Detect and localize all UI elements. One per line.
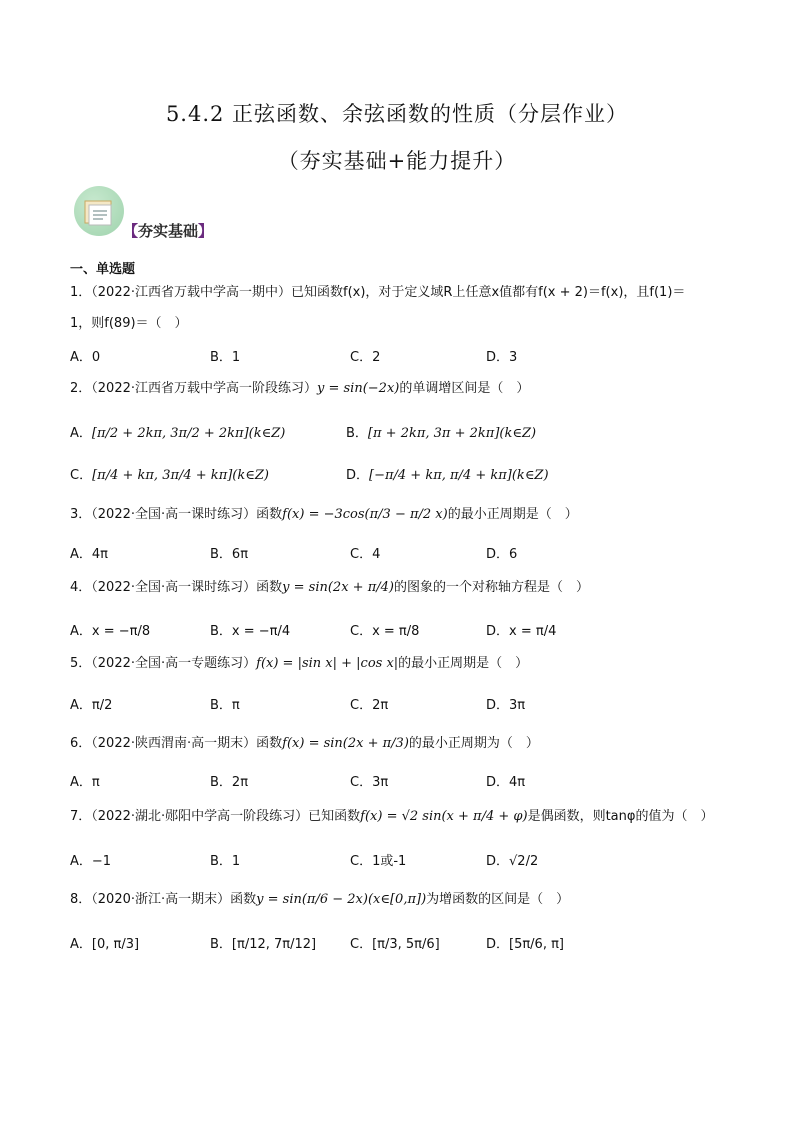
option-d[interactable]: D．6 — [486, 547, 518, 562]
option-c[interactable]: C．[π/4 + kπ, 3π/4 + kπ](k∈Z) — [70, 468, 269, 483]
formula: y = sin(π/6 − 2x)(x∈[0,π]) — [256, 892, 427, 907]
option-d[interactable]: D．4π — [486, 775, 526, 790]
option-c[interactable]: C．2 — [350, 350, 381, 365]
section-label: 【夯实基础】 — [123, 222, 214, 240]
option-b[interactable]: B．π — [210, 698, 240, 713]
option-a[interactable]: A．π — [70, 775, 100, 790]
option-a[interactable]: A．x = −π/8 — [70, 624, 151, 639]
question-6: 6．（2022·陕西渭南·高一期末）函数f(x) = sin(2x + π/3)的最小正周期为（ ） — [70, 736, 539, 751]
option-b[interactable]: B．2π — [210, 775, 249, 790]
formula: y = sin(−2x) — [317, 381, 400, 396]
question-7: 7．（2022·湖北·郧阳中学高一阶段练习）已知函数f(x) = √2 sin(x + π/4 + φ)是偶函数，则tanφ的值为（ ） — [70, 809, 714, 824]
option-b[interactable]: B．1 — [210, 350, 241, 365]
option-c[interactable]: C．2π — [350, 698, 389, 713]
option-a[interactable]: A．−1 — [70, 854, 112, 869]
option-b[interactable]: B．x = −π/4 — [210, 624, 291, 639]
option-d[interactable]: D．[−π/4 + kπ, π/4 + kπ](k∈Z) — [346, 468, 549, 483]
section-heading: 一、单选题 — [70, 262, 136, 277]
question-1: 1．（2022·江西省万载中学高一期中）已知函数f(x)，对于定义域R上任意x值都有f(x + 2)＝f(x)，且f(1)＝ — [70, 285, 686, 300]
option-c[interactable]: C．x = π/8 — [350, 624, 420, 639]
option-d[interactable]: D．[5π/6, π] — [486, 937, 564, 952]
question-1-cont: 1，则f(89)＝（ ） — [70, 316, 188, 331]
option-a[interactable]: A．[0, π/3] — [70, 937, 140, 952]
option-c[interactable]: C．3π — [350, 775, 389, 790]
option-c[interactable]: C．[π/3, 5π/6] — [350, 937, 440, 952]
option-a[interactable]: A．4π — [70, 547, 108, 562]
question-3: 3．（2022·全国·高一课时练习）函数f(x) = −3cos(π/3 − π/2 x)的最小正周期是（ ） — [70, 507, 578, 522]
doc-subtitle: （夯实基础+能力提升） — [277, 149, 517, 173]
doc-title: 5.4.2 正弦函数、余弦函数的性质（分层作业） — [165, 102, 629, 126]
formula: y = sin(2x + π/4) — [282, 580, 394, 595]
option-b[interactable]: B．[π + 2kπ, 3π + 2kπ](k∈Z) — [346, 426, 537, 441]
option-c[interactable]: C．4 — [350, 547, 381, 562]
question-4: 4．（2022·全国·高一课时练习）函数y = sin(2x + π/4)的图象的一个对称轴方程是（ ） — [70, 580, 589, 595]
formula: f(x) = |sin x| + |cos x| — [256, 656, 399, 671]
option-b[interactable]: B．[π/12, 7π/12] — [210, 937, 317, 952]
question-2: 2．（2022·江西省万载中学高一阶段练习）y = sin(−2x)的单调增区间是（ ） — [70, 381, 530, 396]
option-a[interactable]: A．0 — [70, 350, 101, 365]
option-a[interactable]: A．π/2 — [70, 698, 113, 713]
option-a[interactable]: A．[π/2 + 2kπ, 3π/2 + 2kπ](k∈Z) — [70, 426, 286, 441]
question-8: 8．（2020·浙江·高一期末）函数y = sin(π/6 − 2x)(x∈[0,π])为增函数的区间是（ ） — [70, 892, 570, 907]
option-c[interactable]: C．1或-1 — [350, 854, 407, 869]
section-badge — [74, 186, 124, 236]
option-d[interactable]: D．3π — [486, 698, 526, 713]
option-d[interactable]: D．3 — [486, 350, 518, 365]
option-d[interactable]: D．x = π/4 — [486, 624, 557, 639]
option-b[interactable]: B．6π — [210, 547, 249, 562]
option-b[interactable]: B．1 — [210, 854, 241, 869]
option-d[interactable]: D．√2/2 — [486, 854, 539, 869]
formula: f(x) = sin(2x + π/3) — [282, 736, 409, 751]
question-5: 5．（2022·全国·高一专题练习）f(x) = |sin x| + |cos x|的最小正周期是（ ） — [70, 656, 529, 671]
document-icon — [74, 186, 124, 236]
formula: f(x) = −3cos(π/3 − π/2 x) — [282, 507, 448, 522]
formula: f(x) = √2 sin(x + π/4 + φ) — [360, 809, 528, 824]
